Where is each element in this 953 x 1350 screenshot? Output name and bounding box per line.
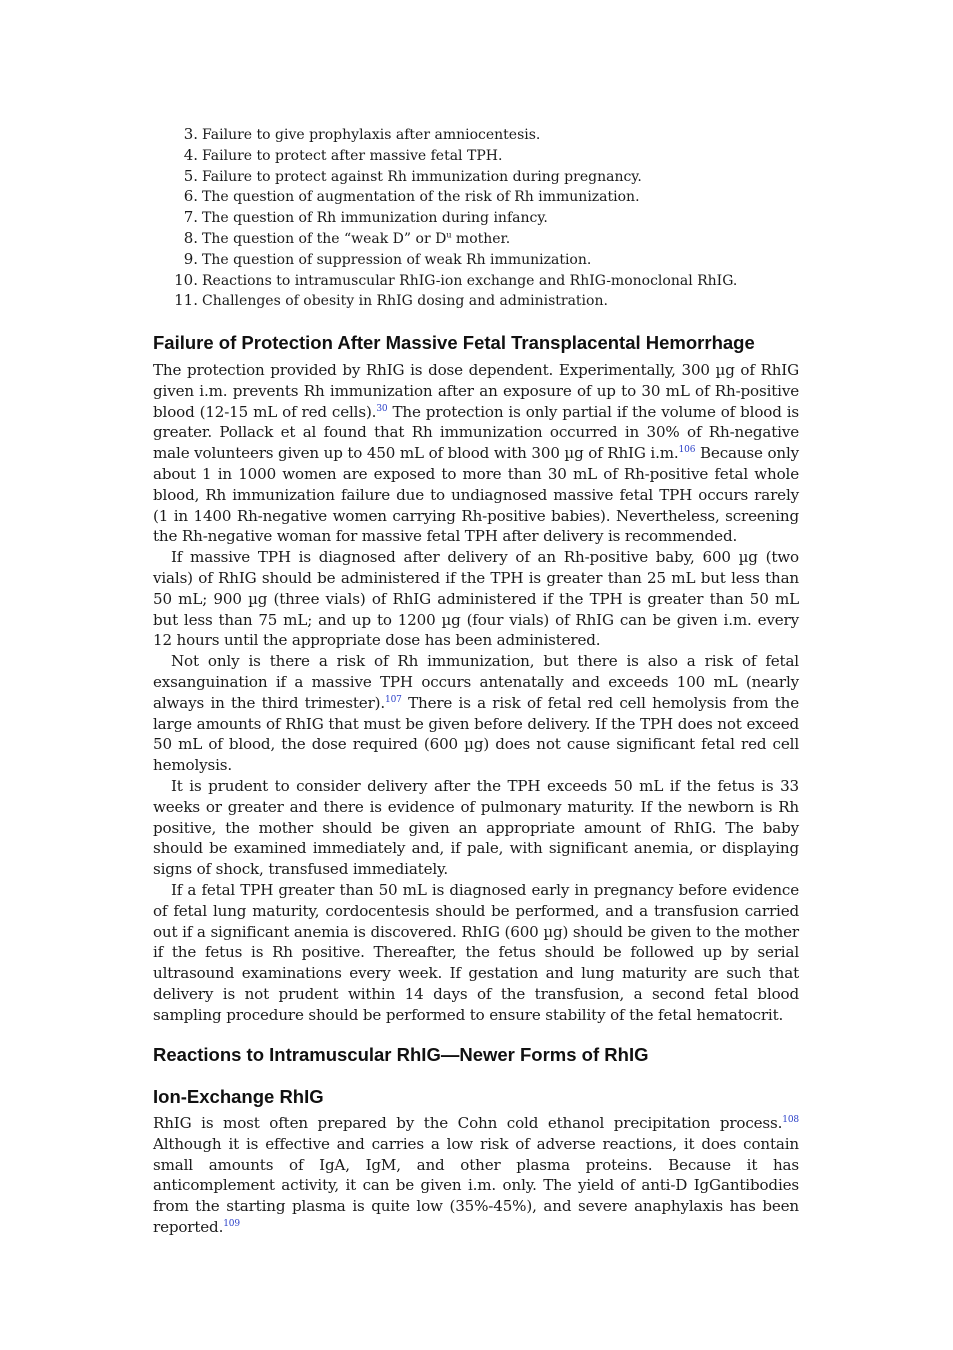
list-item: 10. Reactions to intramuscular RhIG-ion exchange and RhIG-monoclonal RhIG. bbox=[174, 270, 738, 289]
reference-link[interactable]: 109 bbox=[223, 1218, 240, 1229]
paragraph: If massive TPH is diagnosed after delivery of an Rh-positive baby, 600 µg (two vials) of RhIG should be administered if the TPH is greater than 25 mL but less than 50 mL; 900 µg (three vials) of RhIG administered if the TPH is greater than 50 mL but less than 75 mL; and up to 1200 µg (four vials) of RhIG can be given i.m. every 12 hours until the appropriate dose has been administered. bbox=[153, 548, 799, 650]
paragraph: If a fetal TPH greater than 50 mL is diagnosed early in pregnancy before evidence of fetal lung maturity, cordocentesis should be performed, and a transfusion carried out if a significant anemia is discovered. RhIG (600 µg) should be given to the mother if the fetus is Rh positive. Thereafter, the fetus should be followed up by serial ultrasound examinations every week. If gestation and lung maturity are such that delivery is not prudent within 14 days of the transfusion, a second fetal blood sampling procedure should be performed to ensure stability of the fetal hematocrit. bbox=[153, 880, 799, 1024]
list-item: 11. Challenges of obesity in RhIG dosing and administration. bbox=[174, 291, 608, 310]
section-body-ion-exchange-rhig bbox=[153, 1113, 799, 1238]
reference-link[interactable]: 107 bbox=[385, 694, 402, 705]
reference-link[interactable]: 30 bbox=[376, 403, 388, 414]
list-item: 6. The question of augmentation of the risk of Rh immunization. bbox=[183, 187, 640, 206]
numbered-list bbox=[168, 125, 808, 312]
section-body-massive-fetal-tph bbox=[153, 360, 799, 1026]
list-item: 8. The question of the “weak D” or $D^u$ mother. bbox=[183, 228, 511, 247]
section-heading-massive-fetal-tph: Failure of Protection After Massive Fetal Transplacental Hemorrhage bbox=[153, 332, 755, 353]
list-item: 4. Failure to protect after massive fetal TPH. bbox=[183, 145, 503, 164]
reference-link[interactable]: 106 bbox=[678, 445, 696, 456]
section-heading-ion-exchange-rhig: Ion-Exchange RhIG bbox=[153, 1086, 324, 1107]
section-heading-reactions-rhig: Reactions to Intramuscular RhIG—Newer Forms of RhIG bbox=[153, 1044, 649, 1065]
paragraph: The protection provided by RhIG is dose dependent. Experimentally, 300 µg of RhIG given i.m. prevents Rh immunization after an exposure of up to 30 mL of Rh-positive blood (12-15 mL of red cells).$^{30}$ The protection is only partial if the volume of blood is greater. Pollack et al found that Rh immunization occurred in 30% of Rh-negative male volunteers given up to 450 mL of blood with 300 µg of RhIG i.m.$^{106}$ Because only about 1 in 1000 women are exposed to more than 30 mL of Rh-positive fetal whole blood, Rh immunization failure due to undiagnosed massive fetal TPH occurs rarely (1 in 1400 Rh-negative women carrying Rh-positive babies). Nevertheless, screening the Rh-negative woman for massive fetal TPH after delivery is recommended. bbox=[153, 361, 800, 546]
paragraph: Not only is there a risk of Rh immunization, but there is also a risk of fetal exsanguination if a massive TPH occurs antenatally and exceeds 100 mL (nearly always in the third trimester).$^{107}$ There is a risk of fetal red cell hemolysis from the large amounts of RhIG that must be given before delivery. If the TPH does not exceed 50 mL of blood, the dose required (600 µg) does not cause significant fetal red cell hemolysis. bbox=[153, 652, 799, 775]
paragraph: RhIG is most often prepared by the Cohn cold ethanol precipitation process.$^{108}$ Although it is effective and carries a low risk of adverse reactions, it does contain small amounts of IgA, IgM, and other plasma proteins. Because it has anticomplement activity, it can be given i.m. only. The yield of anti-D IgGantibodies from the starting plasma is quite low (35%-45%), and severe anaphylaxis has been reported.$^{109}$ bbox=[153, 1114, 799, 1236]
paragraph: It is prudent to consider delivery after the TPH exceeds 50 mL if the fetus is 33 weeks or greater and there is evidence of pulmonary maturity. If the newborn is Rh positive, the mother should be given an appropriate amount of RhIG. The baby should be examined immediately and, if pale, with significant anemia, or displaying signs of shock, transfused immediately. bbox=[153, 776, 799, 879]
list-item: 3. Failure to give prophylaxis after amniocentesis. bbox=[183, 125, 541, 143]
list-item: 7. The question of Rh immunization during infancy. bbox=[183, 208, 548, 227]
reference-link[interactable]: 108 bbox=[782, 1114, 799, 1125]
list-item: 5. Failure to protect against Rh immunization during pregnancy. bbox=[183, 166, 642, 185]
list-item: 9. The question of suppression of weak Rh immunization. bbox=[183, 249, 592, 268]
